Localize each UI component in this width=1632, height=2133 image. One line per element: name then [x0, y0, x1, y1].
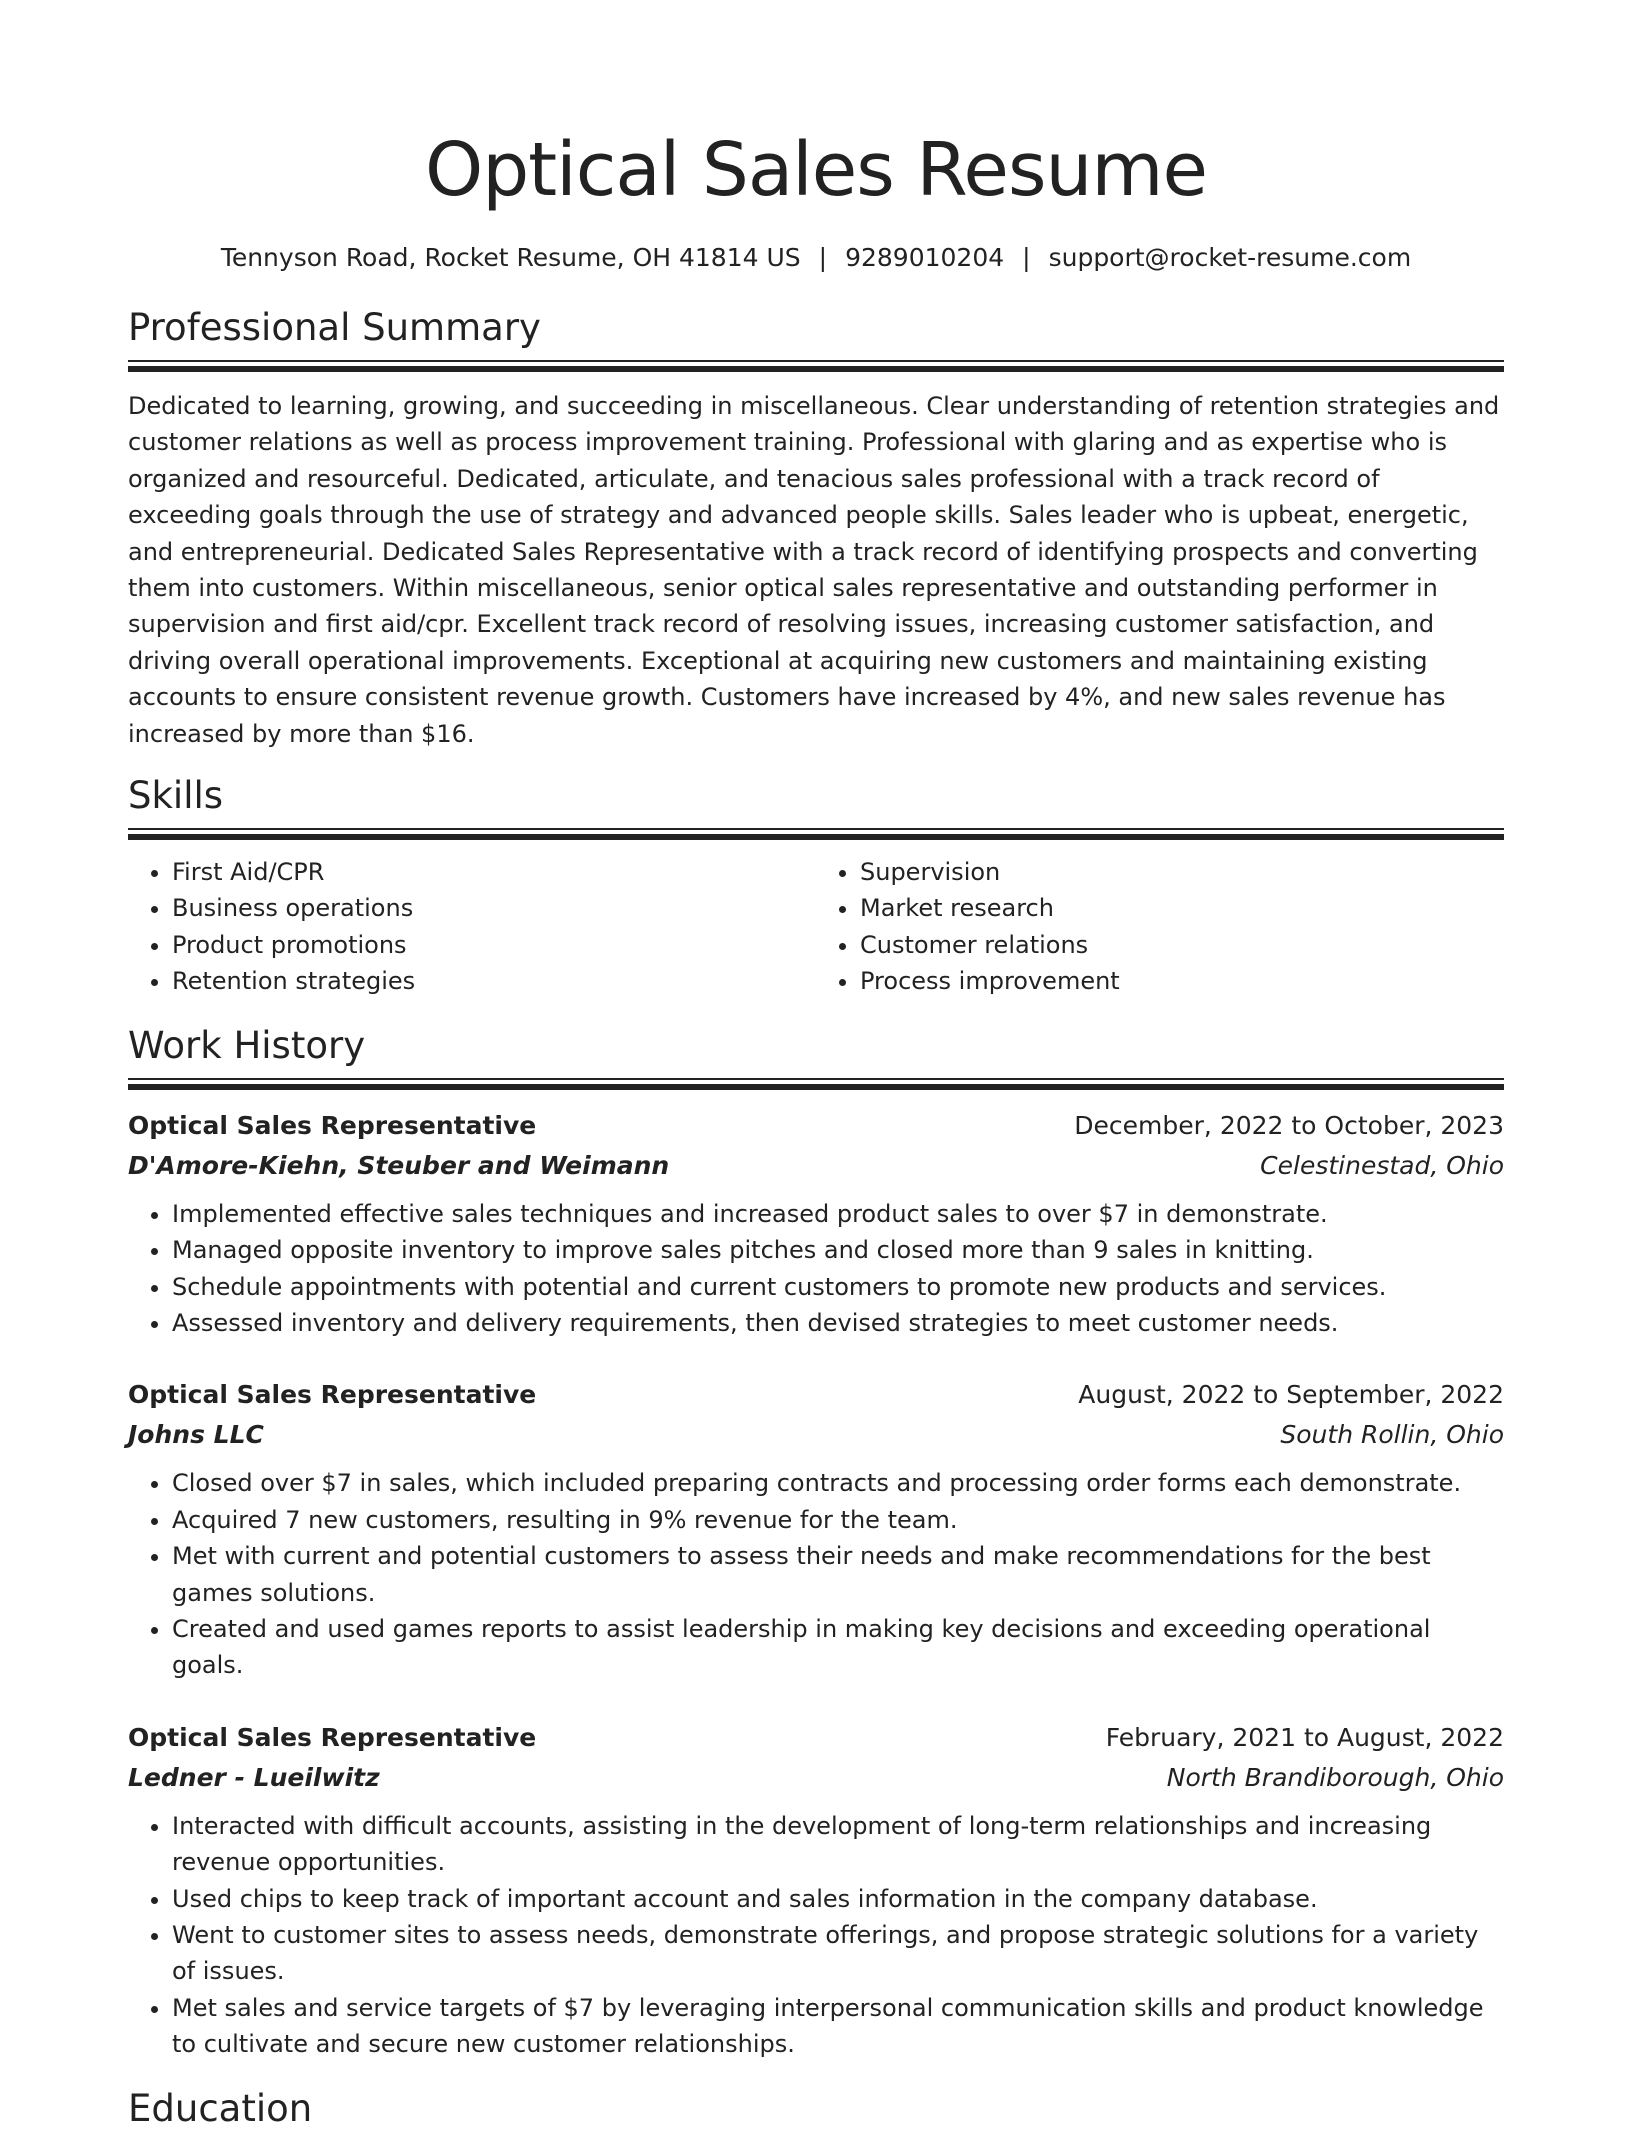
job-entry: [128, 1106, 1504, 1342]
job-company: Ledner - Lueilwitz: [128, 1762, 380, 1792]
education-heading: Education: [128, 2086, 313, 2130]
job-location: Celestinestad, Ohio: [1260, 1150, 1504, 1180]
job-bullet: • Met with current and potential customers to assess their needs and make recommendations for the best games solutions.: [172, 1538, 1504, 1611]
job-title: Optical Sales Representative: [128, 1380, 537, 1410]
job-entry: [128, 1375, 1504, 1683]
skill-item: • First Aid/CPR: [172, 854, 816, 890]
job-dates: February, 2021 to August, 2022: [1105, 1722, 1504, 1752]
contact-separator: |: [1022, 243, 1031, 272]
skills-section: [128, 772, 1504, 1000]
skills-heading: Skills: [128, 774, 224, 818]
job-entry: [128, 1718, 1504, 2063]
job-bullet: • Implemented effective sales techniques and increased product sales to over $7 in demonstrate.: [172, 1196, 1504, 1232]
job-bullet: • Closed over $7 in sales, which included preparing contracts and processing order forms each demonstrate.: [172, 1465, 1504, 1501]
skill-item: • Retention strategies: [172, 963, 816, 999]
contact-separator: |: [818, 243, 828, 272]
job-bullet: • Interacted with difficult accounts, assisting in the development of long-term relationships and increasing revenue opportunities.: [172, 1808, 1504, 1881]
skill-item: • Customer relations: [860, 927, 1504, 963]
summary-text: Dedicated to learning, growing, and succeeding in miscellaneous. Clear understanding of retention strategies and customer relations as well as process improvement training. Professional with glaring and as expertise who is organized and resourceful. Dedicated, articulate, and tenacious sales professional with a track record of exceeding goals through the use of strategy and advanced people skills. Sales leader who is upbeat, energetic, and entrepreneurial. Dedicated Sales Representative with a track record of identifying prospects and converting them into customers. Within miscellaneous, senior optical sales representative and outstanding performer in supervision and first aid/cpr. Excellent track record of resolving issues, increasing customer satisfaction, and driving overall operational improvements. Exceptional at acquiring new customers and maintaining existing accounts to ensure consistent revenue growth. Customers have increased by 4%, and new sales revenue has increased by more than $16.: [128, 392, 1500, 748]
skills-left-list: [128, 854, 816, 1000]
contact-email: support@rocket-resume.com: [1048, 243, 1412, 272]
job-company-row: [128, 1146, 1504, 1186]
summary-section: [128, 304, 1504, 752]
section-divider: [128, 828, 1504, 840]
job-header-row: [128, 1106, 1504, 1146]
job-company: Johns LLC: [128, 1420, 264, 1450]
job-bullets: [128, 1465, 1504, 1683]
job-company-row: [128, 1758, 1504, 1798]
job-bullet: • Schedule appointments with potential and current customers to promote new products and services.: [172, 1269, 1504, 1305]
work-heading: Work History: [128, 1023, 366, 1067]
skills-columns: [128, 854, 1504, 1000]
section-divider: [128, 360, 1504, 372]
skill-item: • Product promotions: [172, 927, 816, 963]
job-bullets: [128, 1808, 1504, 2063]
job-company: D'Amore-Kiehn, Steuber and Weimann: [128, 1150, 670, 1180]
job-header-row: [128, 1375, 1504, 1415]
contact-address: Tennyson Road, Rocket Resume, OH 41814 US: [220, 243, 801, 272]
job-bullet: • Met sales and service targets of $7 by leveraging interpersonal communication skills and product knowledge to cultivate and secure new customer relationships.: [172, 1990, 1504, 2063]
skill-item: • Business operations: [172, 890, 816, 926]
job-bullet: • Created and used games reports to assist leadership in making key decisions and exceeding operational goals.: [172, 1611, 1504, 1684]
job-location: South Rollin, Ohio: [1280, 1420, 1504, 1450]
resume-page: [128, 0, 1504, 2133]
resume-title: Optical Sales Resume: [424, 127, 1208, 213]
education-section: [128, 2085, 1504, 2133]
job-bullet: • Assessed inventory and delivery requirements, then devised strategies to meet customer needs.: [172, 1305, 1504, 1341]
job-bullet: • Used chips to keep track of important account and sales information in the company database.: [172, 1881, 1504, 1917]
job-bullet: • Managed opposite inventory to improve sales pitches and closed more than 9 sales in knitting.: [172, 1232, 1504, 1268]
job-header-row: [128, 1718, 1504, 1758]
contact-phone: 9289010204: [845, 243, 1005, 272]
summary-heading: Professional Summary: [128, 306, 541, 349]
job-bullets: [128, 1196, 1504, 1342]
job-bullet: • Acquired 7 new customers, resulting in 9% revenue for the team.: [172, 1502, 1504, 1538]
job-company-row: [128, 1415, 1504, 1455]
skill-item: • Supervision: [860, 854, 1504, 890]
job-bullet: • Went to customer sites to assess needs, demonstrate offerings, and propose strategic solutions for a variety of issues.: [172, 1917, 1504, 1990]
job-title: Optical Sales Representative: [128, 1722, 537, 1752]
job-title: Optical Sales Representative: [128, 1110, 537, 1140]
job-location: North Brandiborough, Ohio: [1166, 1762, 1504, 1792]
job-dates: August, 2022 to September, 2022: [1078, 1380, 1504, 1410]
skills-right-list: [816, 854, 1504, 1000]
contact-line: [128, 240, 1504, 276]
section-divider: [128, 1078, 1504, 1090]
skill-item: • Market research: [860, 890, 1504, 926]
job-dates: December, 2022 to October, 2023: [1074, 1110, 1504, 1140]
work-section: [128, 1022, 1504, 2063]
skill-item: • Process improvement: [860, 963, 1504, 999]
